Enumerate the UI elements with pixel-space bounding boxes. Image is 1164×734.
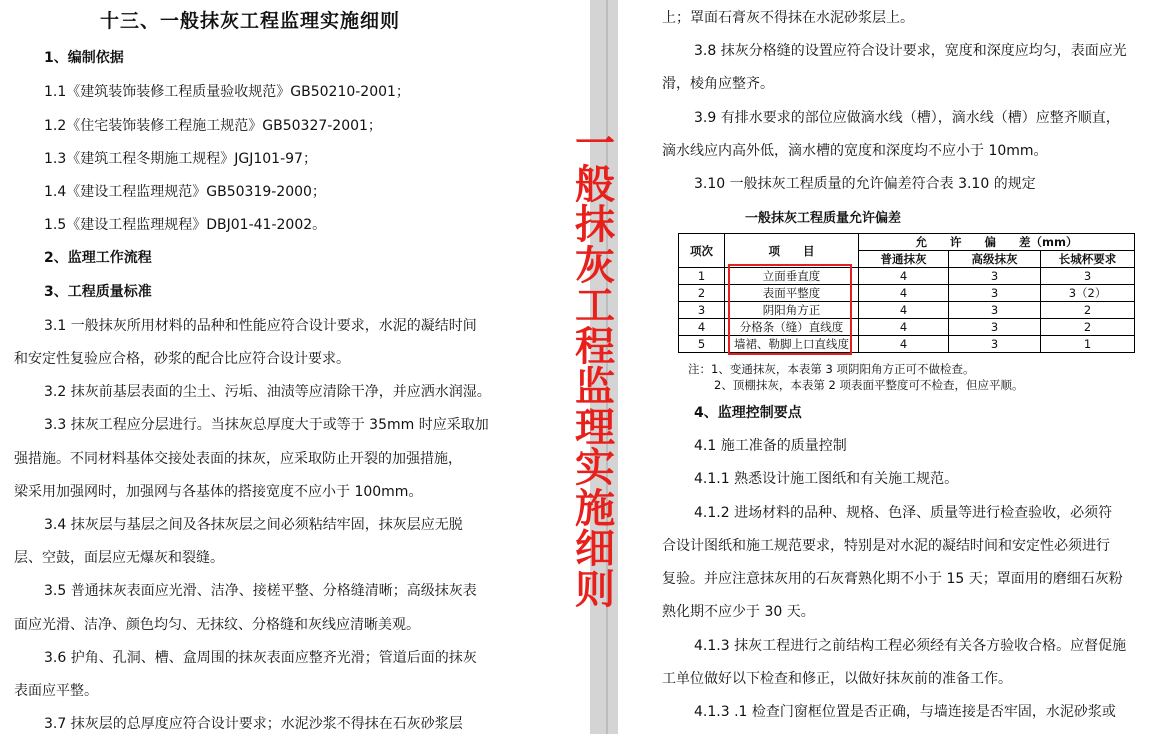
body-line: 上；罩面石膏灰不得抹在水泥砂浆层上。 (662, 10, 914, 26)
table-note: 2、顶棚抹灰，本表第 2 项表面平整度可不检查，但应平顺。 (714, 378, 1024, 392)
body-line: 3.2 抹灰前基层表面的尘土、污垢、油渍等应清除干净，并应洒水润湿。 (44, 384, 491, 400)
body-line: 梁采用加强网时，加强网与各基体的搭接宽度不应小于 100mm。 (14, 484, 423, 500)
title-char: 抹 (575, 201, 615, 248)
reference-item: 1.2《住宅装饰装修工程施工规范》GB50327-2001； (44, 118, 382, 134)
row-index: 2 (679, 285, 725, 302)
row-normal: 4 (859, 319, 949, 336)
reference-item: 1.3《建筑工程冬期施工规程》JGJ101-97； (44, 151, 317, 167)
body-line: 3.9 有排水要求的部位应做滴水线（槽），滴水线（槽）应整齐顺直， (694, 110, 1120, 126)
highlight-annotation-box (728, 264, 852, 355)
title-char: 一 (575, 120, 615, 167)
body-line: 表面应平整。 (14, 683, 98, 699)
body-line: 3.3 抹灰工程应分层进行。当抹灰总厚度大于或等于 35mm 时应采取加 (44, 417, 489, 433)
row-index: 3 (679, 302, 725, 319)
header-great-wall: 长城杯要求 (1041, 251, 1135, 268)
body-line: 3.10 一般抹灰工程质量的允许偏差符合表 3.10 的规定 (694, 176, 1036, 192)
body-line: 4.1.2 进场材料的品种、规格、色泽、质量等进行检查验收，必须符 (694, 505, 1113, 521)
row-great-wall: 3 (1041, 268, 1135, 285)
body-line: 滑，棱角应整齐。 (662, 76, 774, 92)
section-heading-4: 4、监理控制要点 (694, 405, 802, 421)
row-item: 阴阳角方正 (725, 302, 859, 319)
body-line: 强措施。不同材料基体交接处表面的抹灰，应采取防止开裂的加强措施， (14, 451, 462, 467)
row-normal: 4 (859, 302, 949, 319)
row-normal: 4 (859, 285, 949, 302)
header-item: 项 目 (725, 234, 859, 268)
body-line: 4.1.1 熟悉设计施工图纸和有关施工规范。 (694, 471, 959, 487)
table-note: 注：1、变通抹灰，本表第 3 项阴阳角方正可不做检查。 (688, 362, 975, 376)
row-advanced: 3 (949, 285, 1041, 302)
title-char: 灰 (575, 241, 615, 289)
row-advanced: 3 (949, 319, 1041, 336)
section-heading-1: 1、编制依据 (44, 50, 124, 66)
body-line: 3.7 抹灰层的总厚度应符合设计要求；水泥沙浆不得抹在石灰砂浆层 (44, 716, 463, 732)
section-heading-3: 3、工程质量标准 (44, 284, 152, 300)
row-item: 表面平整度 (725, 285, 859, 302)
row-item: 立面垂直度 (725, 268, 859, 285)
row-index: 1 (679, 268, 725, 285)
body-line: 熟化期不应少于 30 天。 (662, 604, 815, 620)
row-great-wall: 2 (1041, 319, 1135, 336)
header-normal: 普通抹灰 (859, 251, 949, 268)
header-index: 项次 (679, 234, 725, 268)
row-great-wall: 2 (1041, 302, 1135, 319)
body-line: 和安定性复验应合格，砂浆的配合比应符合设计要求。 (14, 351, 350, 367)
body-line: 3.4 抹灰层与基层之间及各抹灰层之间必须粘结牢固，抹灰层应无脱 (44, 517, 463, 533)
row-index: 4 (679, 319, 725, 336)
row-index: 5 (679, 336, 725, 353)
title-char: 工 (575, 282, 615, 329)
body-line: 合设计图纸和施工规范要求，特别是对水泥的凝结时间和安定性必须进行 (662, 538, 1110, 554)
body-line: 面应光滑、洁净、颜色均匀、无抹纹、分格缝和灰线应清晰美观。 (14, 617, 420, 633)
header-tolerance: 允 许 偏 差（mm） (859, 234, 1135, 251)
document-title: 十三、一般抹灰工程监理实施细则 (99, 10, 400, 32)
reference-item: 1.1《建筑装饰装修工程质量验收规范》GB50210-2001； (44, 84, 410, 100)
row-advanced: 3 (949, 302, 1041, 319)
body-line: 4.1 施工准备的质量控制 (694, 438, 847, 454)
title-char: 施 (575, 484, 615, 532)
title-char: 实 (575, 444, 615, 491)
body-line: 滴水线应内高外低，滴水槽的宽度和深度均不应小于 10mm。 (662, 143, 1048, 159)
row-advanced: 3 (949, 268, 1041, 285)
row-normal: 4 (859, 268, 949, 285)
right-page (618, 0, 1164, 734)
body-line: 3.6 护角、孔洞、槽、盒周围的抹灰表面应整齐光滑；管道后面的抹灰 (44, 650, 477, 666)
title-char: 般 (575, 160, 615, 208)
body-line: 3.1 一般抹灰所用材料的品种和性能应符合设计要求，水泥的凝结时间 (44, 318, 477, 334)
body-line: 复验。并应注意抹灰用的石灰膏熟化期不小于 15 天；罩面用的磨细石灰粉 (662, 571, 1123, 587)
title-char: 理 (575, 403, 615, 451)
body-line: 4.1.3 .1 检查门窗框位置是否正确，与墙连接是否牢固，水泥砂浆或 (694, 704, 1116, 720)
body-line: 3.8 抹灰分格缝的设置应符合设计要求，宽度和深度应均匀，表面应光 (694, 43, 1127, 59)
row-advanced: 3 (949, 336, 1041, 353)
row-item: 墙裙、勒脚上口直线度 (725, 336, 859, 353)
title-char: 细 (575, 525, 615, 572)
body-line: 工单位做好以下检查和修正，以做好抹灰前的准备工作。 (662, 671, 1012, 687)
row-item: 分格条（缝）直线度 (725, 319, 859, 336)
reference-item: 1.4《建设工程监理规范》GB50319-2000； (44, 184, 326, 200)
title-char: 监 (575, 363, 615, 410)
row-great-wall: 3（2） (1041, 285, 1135, 302)
row-normal: 4 (859, 336, 949, 353)
reference-item: 1.5《建设工程监理规程》DBJ01-41-2002。 (44, 217, 327, 233)
body-line: 4.1.3 抹灰工程进行之前结构工程必须经有关各方验收合格。应督促施 (694, 638, 1127, 654)
header-advanced: 高级抹灰 (949, 251, 1041, 268)
body-line: 层、空鼓，面层应无爆灰和裂缝。 (14, 550, 224, 566)
vertical-annotation-title (572, 120, 618, 613)
body-line: 3.5 普通抹灰表面应光滑、洁净、接槎平整、分格缝清晰；高级抹灰表 (44, 583, 477, 599)
table-header-row (679, 234, 1135, 251)
title-char: 则 (575, 565, 615, 613)
table-title: 一般抹灰工程质量允许偏差 (744, 211, 901, 226)
section-heading-2: 2、监理工作流程 (44, 250, 152, 266)
title-char: 程 (575, 322, 615, 370)
row-great-wall: 1 (1041, 336, 1135, 353)
